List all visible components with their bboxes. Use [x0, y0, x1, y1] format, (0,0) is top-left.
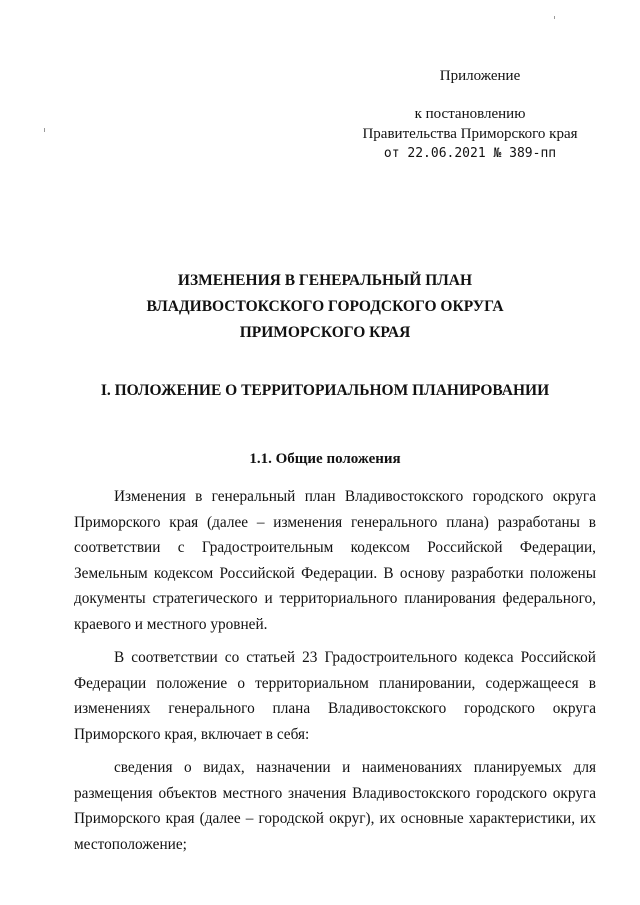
document-title — [60, 268, 590, 346]
paragraph: Изменения в генеральный план Владивостокского городского округа Приморского края (далее – изменения генерального плана) разработаны в соответствии с Градостроительным кодексом Российской Федерации, Земельным кодексом Российской Федерации. В основу разработки положены документы стратегического и территориального планирования федерального, краевого и местного уровней. — [74, 488, 596, 633]
paragraph: сведения о видах, назначении и наименованиях планируемых для размещения объектов местного значения Владивостокского городского округа Приморского края (далее – городской округ), их основные характеристики, их местоположение; — [74, 759, 596, 853]
subsection-title: 1.1. Общие положения — [249, 451, 401, 467]
appendix-line-government: Правительства Приморского края — [362, 126, 578, 142]
appendix-header — [350, 66, 590, 164]
body-text — [74, 484, 596, 865]
appendix-line-resolution: к постановлению — [414, 106, 526, 122]
scan-artifact-mark — [44, 128, 45, 132]
document-title-line: ВЛАДИВОСТОКСКОГО ГОРОДСКОГО ОКРУГА — [146, 298, 504, 315]
document-title-line: ПРИМОРСКОГО КРАЯ — [239, 324, 411, 341]
decree-number: от 22.06.2021 № 389-пп — [383, 146, 557, 161]
document-title-line: ИЗМЕНЕНИЯ В ГЕНЕРАЛЬНЫЙ ПЛАН — [177, 272, 473, 289]
scan-artifact-mark — [554, 16, 555, 19]
paragraph: В соответствии со статьей 23 Градостроительного кодекса Российской Федерации положение о территориальном планировании, содержащееся в изменениях генерального плана Владивостокского городского округа Приморского края, включает в себя: — [74, 649, 596, 743]
section-title: I. ПОЛОЖЕНИЕ О ТЕРРИТОРИАЛЬНОМ ПЛАНИРОВАНИИ — [100, 382, 550, 399]
appendix-title: Приложение — [439, 68, 521, 84]
